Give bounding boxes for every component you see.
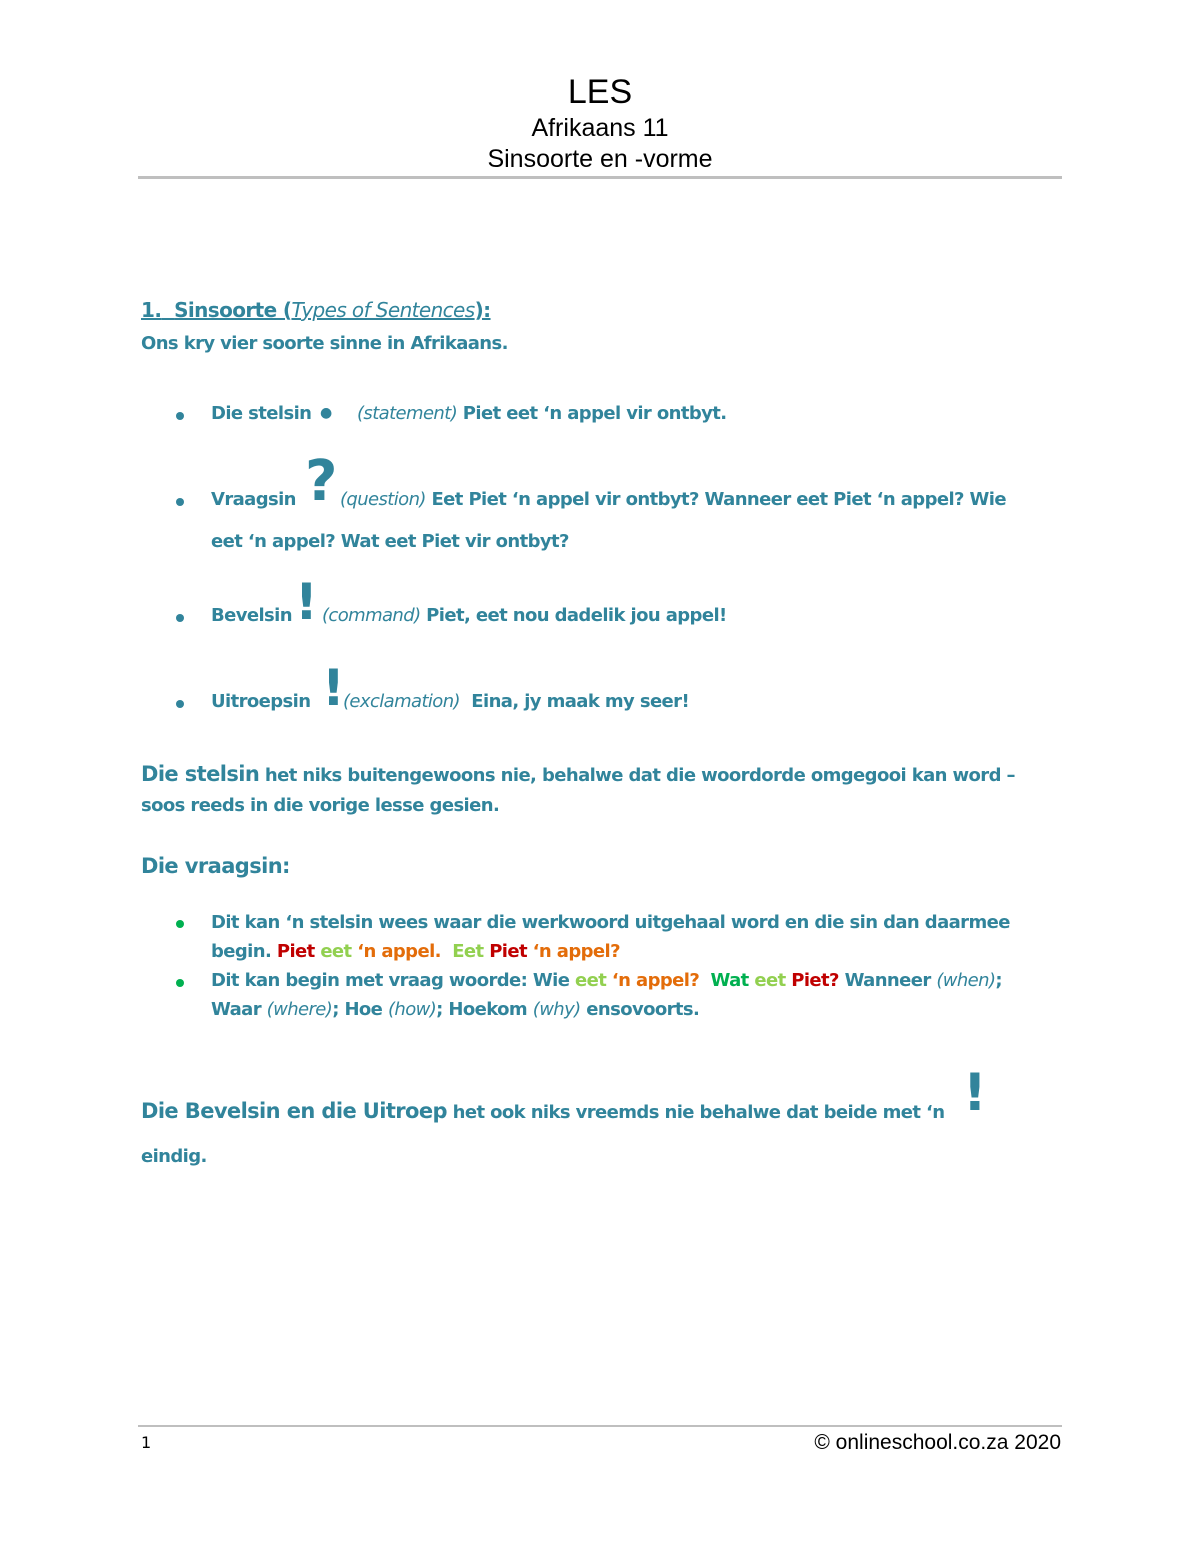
- question-words-lead: Dit kan begin met vraag woorde: Wie: [211, 970, 570, 991]
- question-word-hoe: ; Hoe: [332, 999, 383, 1020]
- exclamation-icon: !: [322, 659, 345, 717]
- question-mark-icon: ?: [305, 449, 338, 514]
- stelsin-paragraph-line2: soos reeds in die vorige lesse gesien.: [141, 795, 500, 816]
- example-subject: Piet: [276, 941, 315, 962]
- example-object: ‘n appel?: [532, 941, 620, 962]
- type-bevelsin-gloss: (command): [322, 605, 421, 626]
- type-bevelsin-name: Bevelsin: [211, 605, 292, 626]
- example-object: ‘n appel.: [357, 941, 441, 962]
- type-vraagsin-gloss: (question): [340, 489, 426, 510]
- type-bevelsin-line: [322, 605, 727, 626]
- intro-text: Ons kry vier soorte sinne in Afrikaans.: [141, 333, 508, 354]
- begin-text: begin.: [211, 941, 272, 962]
- page-number: 1: [141, 1433, 152, 1452]
- bevel-paragraph-line2: eindig.: [141, 1146, 207, 1167]
- ensovoorts-text: ensovoorts.: [586, 999, 700, 1020]
- type-uitroepsin-gloss: (exclamation): [343, 691, 460, 712]
- gloss-when: (when): [936, 970, 996, 991]
- example-verb: eet: [575, 970, 607, 991]
- header-divider: [138, 176, 1062, 179]
- vraagsin-bullet2-line2: [211, 999, 699, 1020]
- semicolon: ;: [995, 970, 1002, 991]
- gloss-why: (why): [532, 999, 581, 1020]
- vraagsin-bullet1-line2: [211, 941, 620, 962]
- bevel-rest: het ook niks vreemds nie behalwe dat beide met ‘n: [452, 1102, 945, 1123]
- section-heading-english: Types of Sentences: [291, 298, 475, 322]
- type-vraagsin-name: Vraagsin: [211, 489, 296, 510]
- page-title: LES: [567, 73, 633, 111]
- vraagsin-bullet2-line1: [211, 970, 1002, 991]
- stelsin-paragraph: [141, 762, 1015, 786]
- bullet-icon: [176, 412, 184, 420]
- type-uitroepsin-example: Eina, jy maak my seer!: [471, 691, 690, 712]
- stelsin-lead: Die stelsin: [141, 762, 260, 786]
- type-stelsin-name: Die stelsin: [211, 403, 312, 424]
- type-stelsin-example: Piet eet ‘n appel vir ontbyt.: [462, 403, 727, 424]
- vraagsin-heading: Die vraagsin:: [141, 854, 290, 878]
- period-icon: ●: [320, 405, 333, 421]
- example-subject: Piet?: [791, 970, 839, 991]
- type-bevelsin-example: Piet, eet nou dadelik jou appel!: [426, 605, 727, 626]
- subject-title: Afrikaans 11: [531, 114, 669, 142]
- type-vraagsin-example: Eet Piet ‘n appel vir ontbyt? Wanneer eet Piet ‘n appel? Wie: [431, 489, 1006, 510]
- example-subject: Piet: [489, 941, 527, 962]
- gloss-how: (how): [387, 999, 437, 1020]
- type-vraagsin-line: [340, 489, 1006, 510]
- type-uitroepsin-line: [343, 691, 689, 712]
- bullet-icon: [176, 614, 184, 622]
- bullet-icon: [176, 979, 184, 987]
- example-verb: eet: [320, 941, 352, 962]
- exclamation-icon: !: [295, 573, 318, 631]
- type-vraagsin-example-line2: eet ‘n appel? Wat eet Piet vir ontbyt?: [211, 531, 569, 552]
- bullet-icon: [176, 920, 184, 928]
- copyright-text: © onlineschool.co.za 2020: [814, 1431, 1061, 1454]
- vraagsin-bullet1-line1: Dit kan ‘n stelsin wees waar die werkwoord uitgehaal word en die sin dan daarmee: [211, 912, 1010, 933]
- section-heading: [141, 298, 491, 322]
- bullet-icon: [176, 498, 184, 506]
- section-heading-main: Sinsoorte (: [174, 298, 292, 322]
- example-object: ‘n appel?: [611, 970, 700, 991]
- gloss-where: (where): [266, 999, 333, 1020]
- type-uitroepsin-name: Uitroepsin: [211, 691, 311, 712]
- footer-divider: [138, 1425, 1062, 1427]
- stelsin-rest: het niks buitengewoons nie, behalwe dat die woordorde omgegooi kan word –: [264, 765, 1015, 786]
- example-verb: eet: [754, 970, 786, 991]
- section-number: 1.: [141, 298, 162, 322]
- question-word-waar: Waar: [211, 999, 261, 1020]
- bullet-icon: [176, 700, 184, 708]
- example-verb: Eet: [452, 941, 484, 962]
- question-word-hoekom: ; Hoekom: [436, 999, 528, 1020]
- topic-title: Sinsoorte en -vorme: [487, 145, 713, 173]
- question-word-wanneer: Wanneer: [844, 970, 931, 991]
- section-heading-end: ):: [474, 298, 491, 322]
- exclamation-icon: !: [963, 1063, 987, 1123]
- type-stelsin-gloss: (statement): [357, 403, 458, 424]
- type-stelsin-line: [357, 403, 727, 424]
- bevel-lead: Die Bevelsin en die Uitroep: [141, 1099, 447, 1123]
- question-word-wat: Wat: [710, 970, 749, 991]
- bevel-paragraph: [141, 1099, 945, 1123]
